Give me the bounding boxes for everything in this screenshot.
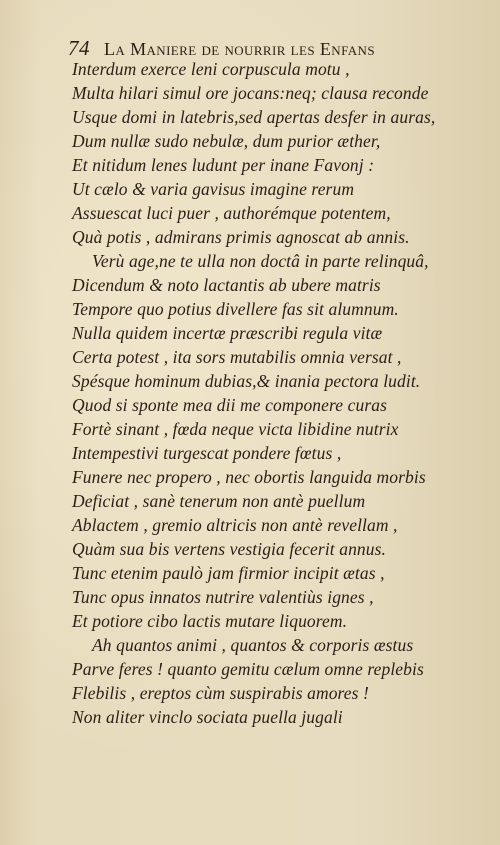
verse-line: Certa potest , ita sors mutabilis omnia versat , (72, 347, 402, 367)
verse-line: Usque domi in latebris,sed apertas desfer in auras, (72, 107, 436, 127)
verse-line: Fortè sinant , fœda neque victa libidine nutrix (72, 419, 399, 439)
verse-line: Quàm sua bis vertens vestigia fecerit annus. (72, 539, 387, 559)
verse-line: Multa hilari simul ore jocans:neq; clausa reconde (72, 83, 429, 103)
verse-line: Spésque hominum dubias,& inania pectora ludit. (72, 371, 421, 391)
verse-line: Interdum exerce leni corpuscula motu , (72, 59, 350, 79)
verse-line: Et nitidum lenes ludunt per inane Favonj : (72, 155, 375, 175)
verse-line: Funere nec propero , nec obortis languida morbis (72, 467, 426, 487)
verse-line: Parve feres ! quanto gemitu cælum omne replebis (72, 659, 424, 679)
verse-line: Dum nullæ sudo nebulæ, dum purior æther, (72, 131, 381, 151)
verse-line: Assuescat luci puer , authorémque potentem, (72, 203, 391, 223)
verse-line: Ablactem , gremio altricis non antè revellam , (72, 515, 398, 535)
verse-line: Verù age,ne te ulla non doctâ in parte relinquâ, (92, 251, 429, 271)
verse-line: Intempestivi turgescat pondere fœtus , (72, 443, 342, 463)
verse-line: Tunc etenim paulò jam firmior incipit ætas , (72, 563, 385, 583)
verse-line: Ut cælo & varia gavisus imagine rerum (72, 179, 355, 199)
verse-line: Tunc opus innatos nutrire valentiùs ignes , (72, 587, 374, 607)
verse-line: Tempore quo potius divellere fas sit alumnum. (72, 299, 399, 319)
page-number: 74 (68, 36, 90, 60)
running-head: La Maniere de nourrir les Enfans (104, 39, 375, 59)
verse-line: Flebilis , ereptos cùm suspirabis amores ! (72, 683, 369, 703)
verse-line: Quod si sponte mea dii me componere curas (72, 395, 387, 415)
verse-line: Non aliter vinclo sociata puella jugali (72, 707, 343, 727)
verse-line: Nulla quidem incertæ præscribi regula vitæ (72, 323, 383, 343)
verse-line: Quà potis , admirans primis agnoscat ab annis. (72, 227, 410, 247)
verse-line: Deficiat , sanè tenerum non antè puellum (72, 491, 366, 511)
page-header (68, 36, 488, 60)
verse-line: Et potiore cibo lactis mutare liquorem. (72, 611, 348, 631)
verse-line: Ah quantos animi , quantos & corporis æstus (92, 635, 414, 655)
verse-line: Dicendum & noto lactantis ab ubere matris (72, 275, 381, 295)
